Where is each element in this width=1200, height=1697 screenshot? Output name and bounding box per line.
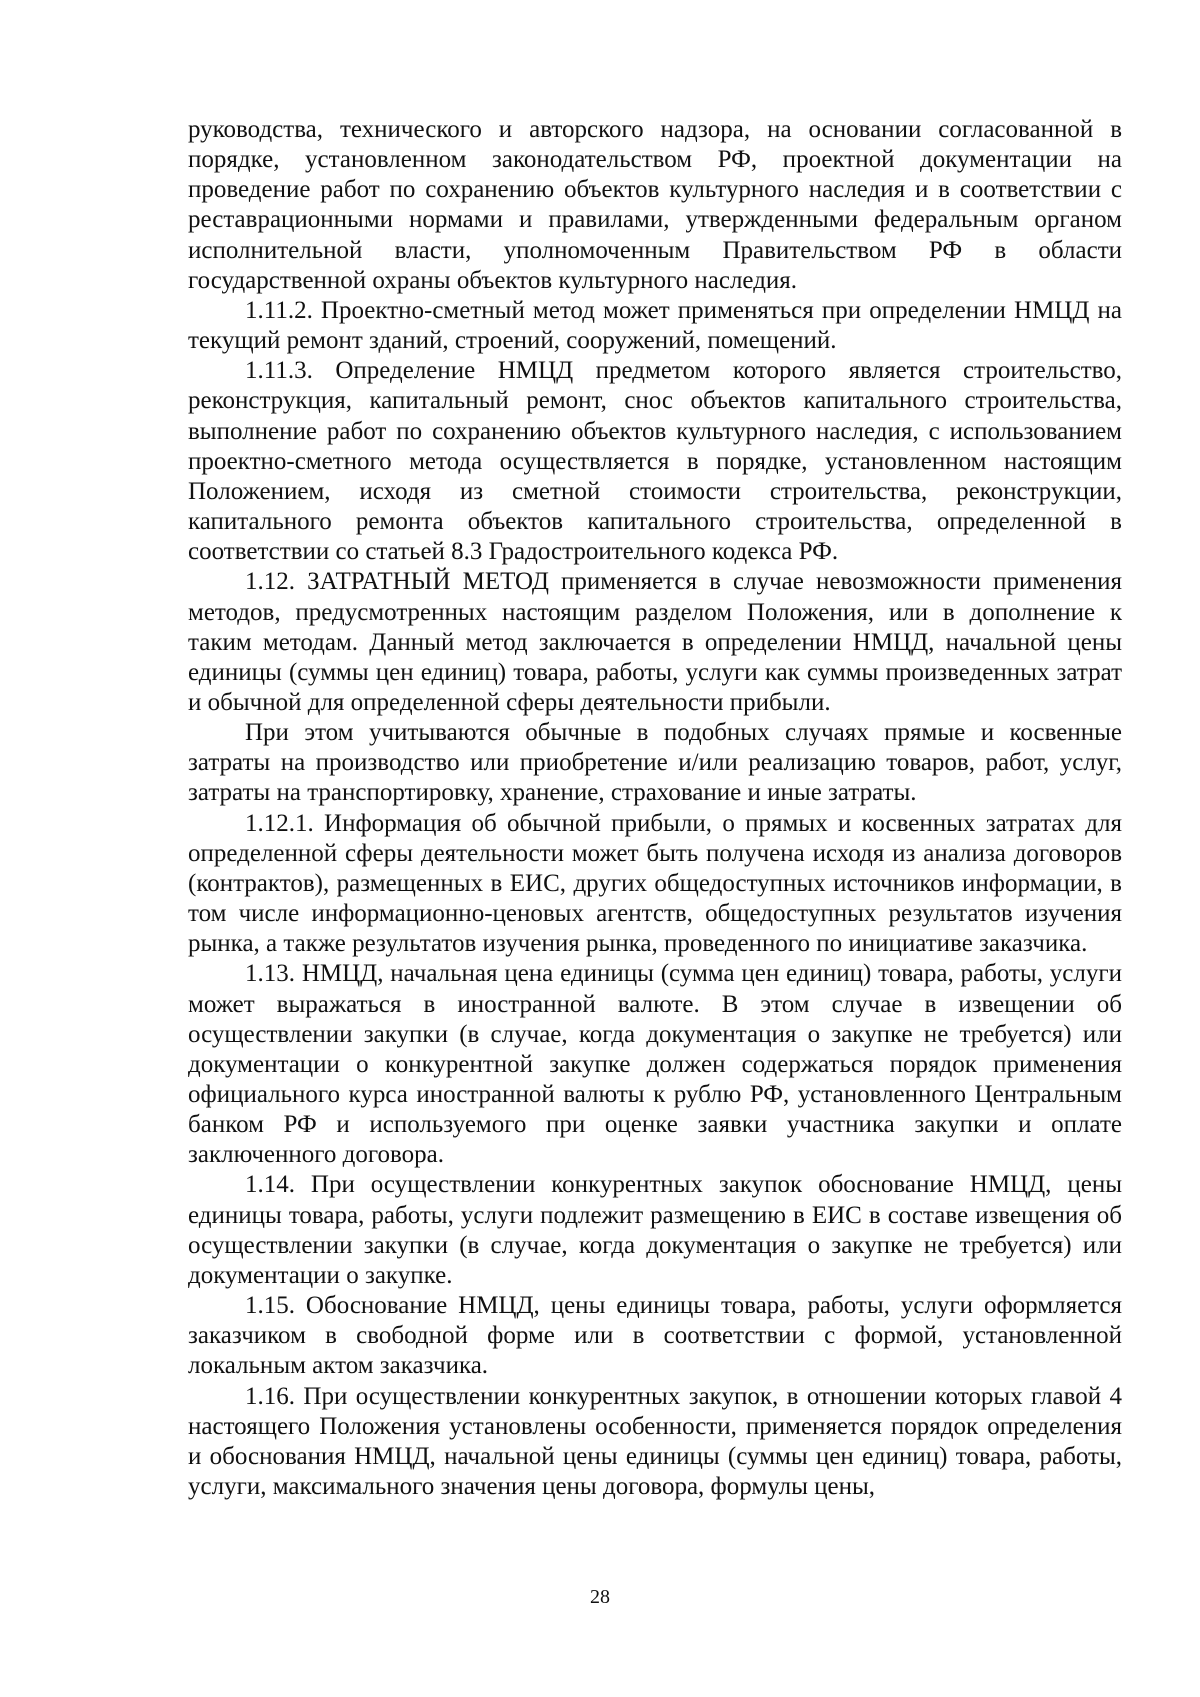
- paragraph-1-12: 1.12. ЗАТРАТНЫЙ МЕТОД применяется в случае невозможности применения методов, предусмотренных настоящим разделом Положения, или в дополнение к таким методам. Данный метод заключается в определении НМЦД, начальной цены единицы (суммы цен единиц) товара, работы, услуги как суммы произведенных затрат и обычной для определенной сферы деятельности прибыли.: [188, 568, 1122, 716]
- paragraph-1-14: 1.14. При осуществлении конкурентных закупок обоснование НМЦД, цены единицы товара, работы, услуги подлежит размещению в ЕИС в составе извещения об осуществлении закупки (в случае, когда документация о закупке не требуется) или документации о закупке.: [188, 1171, 1122, 1289]
- paragraph-1-11-2: 1.11.2. Проектно-сметный метод может применяться при определении НМЦД на текущий ремонт зданий, строений, сооружений, помещений.: [188, 296, 1122, 355]
- paragraph-1-15: 1.15. Обоснование НМЦД, цены единицы товара, работы, услуги оформляется заказчиком в свободной форме или в соответствии с формой, установленной локальным актом заказчика.: [188, 1292, 1122, 1380]
- paragraph-1-13: 1.13. НМЦД, начальная цена единицы (сумма цен единиц) товара, работы, услуги может выражаться в иностранной валюте. В этом случае в извещении об осуществлении закупки (в случае, когда документация о закупке не требуется) или документации о конкурентной закупке должен содержаться порядок применения официального курса иностранной валюты к рублю РФ, установленного Центральным банком РФ и используемого при оценке заявки участника закупки и оплате заключенного договора.: [188, 960, 1122, 1169]
- paragraph-continuation: руководства, технического и авторского надзора, на основании согласованной в порядке, установленном законодательством РФ, проектной документации на проведение работ по сохранению объектов культурного наследия и в соответствии с реставрационными нормами и правилами, утвержденными федеральным органом исполнительной власти, уполномоченным Правительством РФ в области государственной охраны объектов культурного наследия.: [188, 116, 1122, 294]
- paragraph-1-12-1: 1.12.1. Информация об обычной прибыли, о прямых и косвенных затратах для определенной сферы деятельности может быть получена исходя из анализа договоров (контрактов), размещенных в ЕИС, других общедоступных источников информации, в том числе информационно-ценовых агентств, общедоступных результатов изучения рынка, а также результатов изучения рынка, проведенного по инициативе заказчика.: [188, 809, 1122, 958]
- paragraph-1-16: 1.16. При осуществлении конкурентных закупок, в отношении которых главой 4 настоящего Положения установлены особенности, применяется порядок определения и обоснования НМЦД, начальной цены единицы (суммы цен единиц) товара, работы, услуги, максимального значения цены договора, формулы цены,: [188, 1382, 1122, 1501]
- page-number: 28: [590, 1586, 610, 1608]
- paragraph-1-11-3: 1.11.3. Определение НМЦД предметом которого является строительство, реконструкция, капитальный ремонт, снос объектов капитального строительства, выполнение работ по сохранению объектов культурного наследия, с использованием проектно-сметного метода осуществляется в порядке, установленном настоящим Положением, исходя из сметной стоимости строительства, реконструкции, капитального ремонта объектов капитального строительства, определенной в соответствии со статьей 8.3 Градостроительного кодекса РФ.: [188, 357, 1122, 566]
- paragraph-1-12-costs: При этом учитываются обычные в подобных случаях прямые и косвенные затраты на производство или приобретение и/или реализацию товаров, работ, услуг, затраты на транспортировку, хранение, страхование и иные затраты.: [188, 719, 1122, 807]
- document-body: [188, 115, 1122, 1502]
